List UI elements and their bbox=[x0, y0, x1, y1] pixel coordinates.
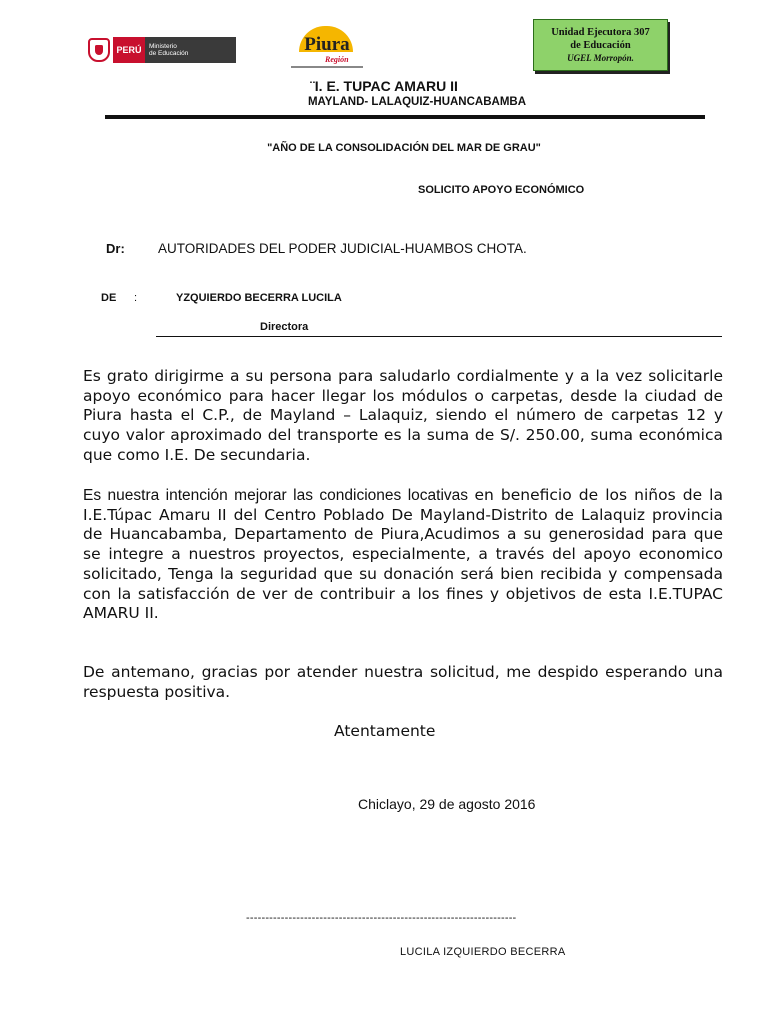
ugel-box bbox=[533, 19, 668, 71]
sender-divider bbox=[156, 336, 722, 337]
ugel-line-1: Unidad Ejecutora 307 bbox=[551, 27, 650, 38]
ugel-line-2: de Educación bbox=[570, 40, 631, 51]
body-paragraph-1: Es grato dirigirme a su persona para saludarlo cordialmente y a la vez solicitarle apoyo económico para hacer llegar los módulos o carpetas, desde la ciudad de Piura hasta el C.P., de Mayland – Lalaquiz, siendo el número de carpetas 12 y cuyo valor aproximado del transporte es la suma de S/. 250.00, suma económica que como I.E. De secundaria. bbox=[83, 367, 723, 464]
piura-wordmark: Piura bbox=[304, 34, 350, 55]
signature-line: ---------------------------------------------------------------------- bbox=[246, 912, 517, 924]
region-wordmark: Región bbox=[325, 55, 349, 64]
sender-colon: : bbox=[134, 292, 138, 304]
header-divider bbox=[105, 115, 705, 119]
ministry-line-2: de Educación bbox=[149, 50, 189, 57]
letter-subject: SOLICITO APOYO ECONÓMICO bbox=[418, 184, 585, 196]
school-location: MAYLAND- LALAQUIZ-HUANCABAMBA bbox=[307, 96, 527, 108]
year-motto: "AÑO DE LA CONSOLIDACIÓN DEL MAR DE GRAU" bbox=[267, 142, 541, 154]
body-paragraph-2-rest: en beneficio de los niños de la I.E.Túpac Amaru II del Centro Poblado De Mayland-Distrito de Lalaquiz provincia de Huancabamba, Departamento de Piura,Acudimos a su generosidad para que se integre a nuestros proyectos, especialmente, a través del apoyo economico solicitado, Tenga la seguridad que su donación será bien recibida y compensada con la satisfacción de ver de contribuir a los fines y objetivos de esta I.E.TUPAC AMARU II. bbox=[83, 486, 723, 623]
minedu-logo bbox=[88, 36, 236, 64]
school-name: ¨I. E. TUPAC AMARU II bbox=[310, 78, 458, 94]
peru-shield-icon bbox=[88, 38, 110, 62]
body-paragraph-3: De antemano, gracias por atender nuestra solicitud, me despido esperando una respuesta positiva. bbox=[83, 663, 723, 701]
recipient-value: AUTORIDADES DEL PODER JUDICIAL-HUAMBOS CHOTA. bbox=[158, 241, 527, 256]
ugel-line-3: UGEL Morropón. bbox=[567, 53, 634, 63]
body-paragraph-2 bbox=[83, 486, 723, 624]
sender-name: YZQUIERDO BECERRA LUCILA bbox=[176, 292, 342, 304]
logo-tagline-bar bbox=[291, 66, 363, 68]
ministry-line-1: Ministerio bbox=[149, 43, 177, 50]
place-date: Chiclayo, 29 de agosto 2016 bbox=[358, 796, 536, 812]
recipient-label: Dr: bbox=[106, 241, 125, 256]
piura-region-logo bbox=[289, 26, 365, 70]
peru-label: PERÚ bbox=[113, 37, 145, 63]
ministry-label bbox=[145, 37, 236, 63]
sender-role: Directora bbox=[260, 321, 309, 333]
closing: Atentamente bbox=[334, 722, 436, 740]
signer-name: LUCILA IZQUIERDO BECERRA bbox=[400, 946, 566, 958]
sender-label: DE bbox=[101, 292, 117, 304]
body-paragraph-2-lead: Es nuestra intención mejorar las condiciones locativas bbox=[83, 487, 475, 504]
